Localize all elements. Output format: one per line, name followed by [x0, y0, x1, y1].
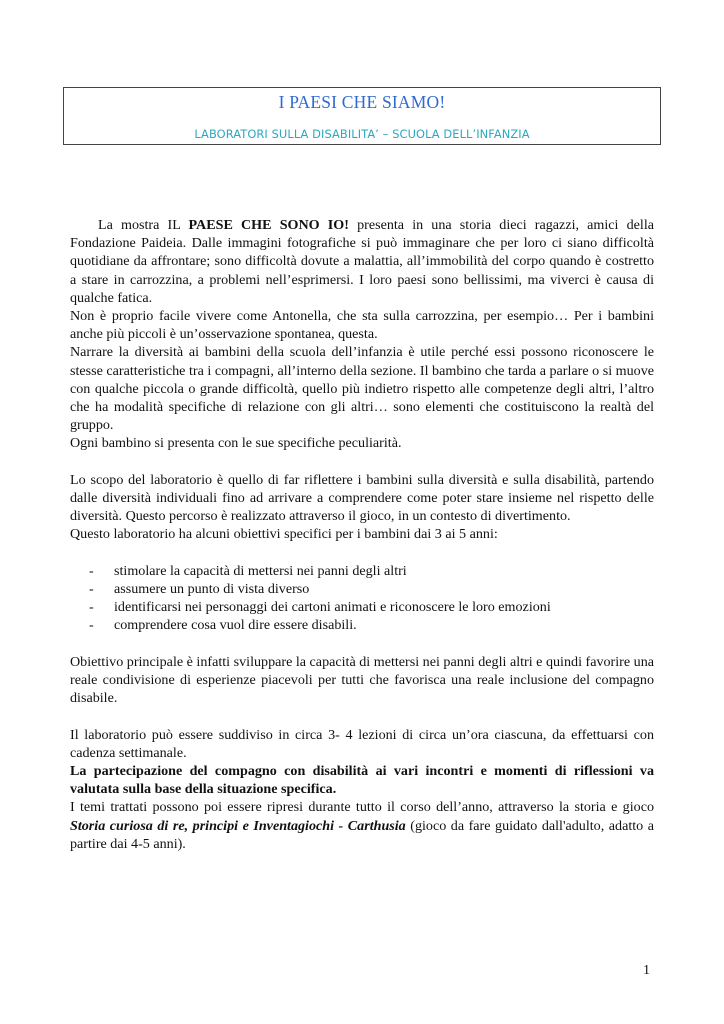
- list-item: [70, 598, 654, 616]
- objective-text: assumere un punto di vista diverso: [114, 581, 310, 598]
- intro-paragraph: [70, 216, 654, 307]
- book-title: Storia curiosa di re, principi e Inventagiochi - Carthusia: [70, 817, 406, 834]
- document-title: I PAESI CHE SIAMO!: [278, 92, 446, 112]
- exhibition-name: PAESE CHE SONO IO!: [188, 217, 349, 233]
- list-item: [70, 616, 654, 634]
- main-objective-paragraph: Obiettivo principale è infatti sviluppare la capacità di mettersi nei panni degli altri e quindi favorire una reale condivisione di esperienze piacevoli per tutti che favorisca una reale inclusione del compagno disabile.: [70, 653, 654, 707]
- antonella-paragraph: Non è proprio facile vivere come Antonella, che sta sulla carrozzina, per esempio… Per i bambini anche più piccoli è un’osservazione spontanea, questa.: [70, 308, 654, 343]
- dash-bullet: -: [89, 562, 94, 579]
- intro-prefix: La mostra IL: [98, 217, 189, 233]
- objective-text: identificarsi nei personaggi dei cartoni animati e riconoscere le loro emozioni: [114, 599, 551, 616]
- narration-paragraph: Narrare la diversità ai bambini della scuola dell’infanzia è utile perché essi possono riconoscere le stesse caratteristiche tra i compagni, all’interno della sezione. Il bambino che tarda a parlare o si muove con qualche piccola o grande difficoltà, quello più indietro rispetto alle competenze degli altri, l’altro che ha modalità specifiche di relazione con gli altri… sono elementi che costituiscono la realtà del gruppo.: [70, 344, 654, 434]
- objectives-list: [70, 562, 654, 635]
- intro-text: presenta in una storia dieci ragazzi, amici della Fondazione Paideia. Dalle immagini fotografiche si può immaginare che per loro ci siano difficoltà quotidiane da affrontare; sono difficoltà dovute a malattia, all’immobilità del corpo quando è costretto a stare in carrozzina, a problemi nell’esprimersi. I loro paesi sono bellissimi, ma viverci è causa di qualche fatica.: [70, 217, 655, 306]
- list-item: [70, 580, 654, 598]
- dash-bullet: -: [89, 581, 94, 598]
- page-number: 1: [643, 963, 650, 978]
- participation-bold-text: La partecipazione del compagno con disabilità ai vari incontri e momenti di riflessioni va valutata sulla base della situazione specifica.: [70, 763, 654, 798]
- lessons-paragraph: Il laboratorio può essere suddiviso in circa 3- 4 lezioni di circa un’ora ciascuna, da effettuarsi con cadenza settimanale.: [70, 726, 654, 761]
- spacer: [70, 707, 654, 725]
- participation-note: [70, 762, 654, 798]
- document-subtitle: LABORATORI SULLA DISABILITA’ – SCUOLA DELL’INFANZIA: [194, 127, 530, 141]
- list-item: [70, 562, 654, 580]
- dash-bullet: -: [89, 617, 94, 634]
- scope-paragraph: Lo scopo del laboratorio è quello di far riflettere i bambini sulla diversità e sulla disabilità, partendo dalle diversità individuali fino ad arrivare a comprendere come poter stare insieme nel rispetto delle diversità. Questo percorso è realizzato attraverso il gioco, in un contesto di divertimento.: [70, 471, 654, 525]
- objective-text: stimolare la capacità di mettersi nei panni degli altri: [114, 562, 407, 579]
- spacer: [70, 544, 654, 562]
- document-body: [70, 216, 654, 853]
- spacer: [70, 635, 654, 653]
- themes-suffix: (gioco da fare guidato dall'adulto, adatto a partire dai 4-5 anni).: [70, 817, 654, 852]
- themes-paragraph: [70, 798, 654, 853]
- objective-text: comprendere cosa vuol dire essere disabili.: [114, 617, 357, 634]
- themes-text: I temi trattati possono poi essere ripresi durante tutto il corso dell’anno, attraverso la storia e gioco: [70, 799, 654, 816]
- peculiarity-paragraph: Ogni bambino si presenta con le sue specifiche peculiarità.: [70, 435, 402, 452]
- dash-bullet: -: [89, 599, 94, 616]
- spacer: [70, 453, 654, 471]
- objectives-intro: Questo laboratorio ha alcuni obiettivi specifici per i bambini dai 3 ai 5 anni:: [70, 526, 498, 543]
- title-box: [63, 87, 661, 145]
